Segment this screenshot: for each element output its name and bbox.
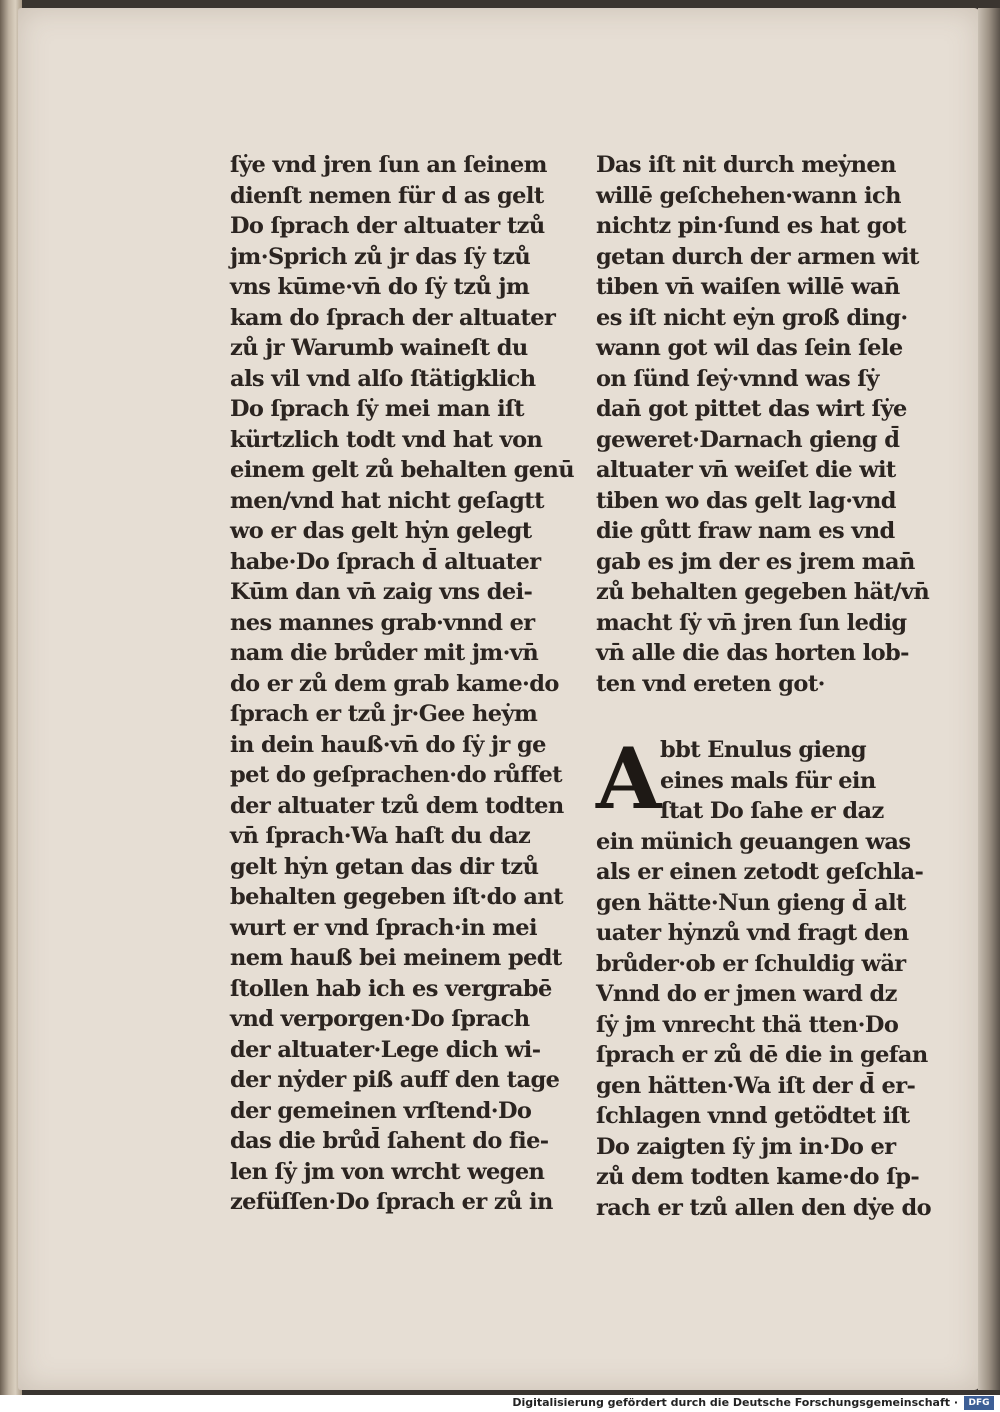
text-line: brůder·ob er ſchuldig wär [596, 950, 906, 977]
text-line: men/vnd hat nicht geſagtt [230, 487, 544, 514]
text-line: in dein hauß·vn̄ do ſẏ jr ge [230, 731, 546, 758]
text-line: nam die brůder mit jm·vn̄ [230, 640, 539, 666]
text-line: gen hätte·Nun gieng d̄ alt [596, 889, 906, 916]
text-line: ſprach er zů dē die in gefan [596, 1042, 928, 1068]
text-line: kürtzlich todt vnd hat von [230, 426, 543, 453]
text-line: vn̄ ſprach·Wa haſt du daz [230, 823, 531, 849]
text-line: wurt er vnd ſprach·in mei [230, 914, 537, 941]
text-line: kam do ſprach der altuater [230, 304, 556, 331]
text-line: jm·Sprich zů jr das ſẏ tzů [230, 243, 531, 270]
text-line: zů behalten gegeben hät/vn̄ [596, 579, 930, 605]
text-line: zů dem todten kame·do ſp- [596, 1164, 920, 1190]
text-line: geweret·Darnach gieng d̄ [596, 426, 900, 453]
text-line: dienſt nemen für d as gelt [230, 182, 544, 209]
text-line: es iſt nicht eẏn groß ding· [596, 304, 908, 331]
text-line: zefüſſen·Do ſprach er zů in [230, 1189, 553, 1215]
right-text-column [596, 150, 932, 1223]
text-line: gelt hẏn getan das dir tzů [230, 853, 539, 880]
text-line: der altuater·Lege dich wi- [230, 1036, 541, 1063]
decorated-initial: A [596, 729, 661, 828]
text-line: nes mannes grab·vnnd er [230, 609, 535, 636]
footer-bar [0, 1395, 1000, 1412]
text-line: ſẏ jm vnrecht thä tten·Do [596, 1011, 899, 1038]
text-line: der altuater tzů dem todten [230, 792, 564, 819]
new-section [596, 729, 916, 828]
text-line: tiben vn̄ waiſen willē wan̄ [596, 274, 900, 300]
text-line: rach er tzů allen den dẏe do [596, 1194, 932, 1221]
text-line: tiben wo das gelt lag·vnd [596, 487, 896, 514]
text-line: ſchlagen vnnd getödtet iſt [596, 1103, 910, 1129]
text-line: vns kūme·vn̄ do ſẏ tzů jm [230, 274, 530, 300]
text-line: Kūm dan vn̄ zaig vns dei- [230, 579, 533, 605]
text-line: vnd verporgen·Do ſprach [230, 1006, 530, 1032]
text-line: Do zaigten ſẏ jm in·Do er [596, 1133, 896, 1160]
text-line: Vnnd do er jmen ward dz [596, 981, 897, 1007]
text-line: Do ſprach ſẏ mei man iſt [230, 396, 524, 422]
text-line: willē geſchehen·wann ich [596, 182, 901, 209]
text-line: getan durch der armen wit [596, 243, 919, 270]
left-text-column [230, 150, 574, 1218]
dfg-logo: DFG [964, 1396, 994, 1410]
text-line: eines mals für ein [660, 767, 876, 794]
text-line: ten vnd ereten got· [596, 670, 825, 697]
text-line: einem gelt zů behalten genū [230, 457, 574, 483]
text-line: wann got wil das ſein ſele [596, 335, 903, 361]
text-line: als vil vnd alſo ſtätigklich [230, 365, 536, 392]
text-line: ein münich geuangen was [596, 828, 911, 855]
page-fold-edge [978, 8, 1000, 1390]
footer-credit: Digitalisierung gefördert durch die Deutsche Forschungsgemeinschaft · [512, 1396, 958, 1409]
text-line: nichtz pin·ſund es hat got [596, 213, 906, 239]
text-line: uater hẏnzů vnd fragt den [596, 920, 909, 946]
text-line: der gemeinen vrſtend·Do [230, 1097, 532, 1124]
text-line: len ſẏ jm von wrcht wegen [230, 1158, 545, 1185]
text-line: ſtat Do ſahe er daz [660, 798, 884, 824]
text-line: Das iſt nit durch meẏnen [596, 152, 896, 178]
text-line: macht ſẏ vn̄ jren ſun ledig [596, 609, 907, 636]
text-line: gab es jm der es jrem man̄ [596, 548, 915, 575]
text-line: vn̄ alle die das horten lob- [596, 640, 909, 666]
text-line: ſtollen hab ich es vergrabē [230, 975, 552, 1002]
text-line: dan̄ got pittet das wirt ſẏe [596, 396, 907, 422]
text-line: die gůtt fraw nam es vnd [596, 518, 895, 544]
text-line: das die brůd̄ ſahent do fie- [230, 1128, 549, 1154]
text-line: behalten gegeben iſt·do ant [230, 884, 563, 910]
text-line: der nẏder piß auff den tage [230, 1067, 560, 1093]
text-line: nem hauß bei meinem pedt [230, 945, 562, 971]
text-line: Do ſprach der altuater tzů [230, 213, 545, 239]
text-line: gen hätten·Wa iſt der d̄ er- [596, 1072, 916, 1099]
text-line: ſẏe vnd jren ſun an ſeinem [230, 152, 547, 178]
text-line: on ſünd ſeẏ·vnnd was ſẏ [596, 365, 879, 392]
text-line: als er einen zetodt geſchla- [596, 859, 924, 885]
text-line: habe·Do ſprach d̄ altuater [230, 548, 541, 575]
text-line: zů jr Warumb waineſt du [230, 335, 528, 361]
text-line: wo er das gelt hẏn gelegt [230, 518, 532, 544]
text-line: altuater vn̄ weiſet die wit [596, 457, 896, 483]
text-line: bbt Enulus gieng [660, 737, 867, 763]
text-line: pet do geſprachen·do růffet [230, 762, 562, 788]
text-line: do er zů dem grab kame·do [230, 670, 559, 697]
text-line: ſprach er tzů jr·Gee heẏm [230, 701, 538, 727]
